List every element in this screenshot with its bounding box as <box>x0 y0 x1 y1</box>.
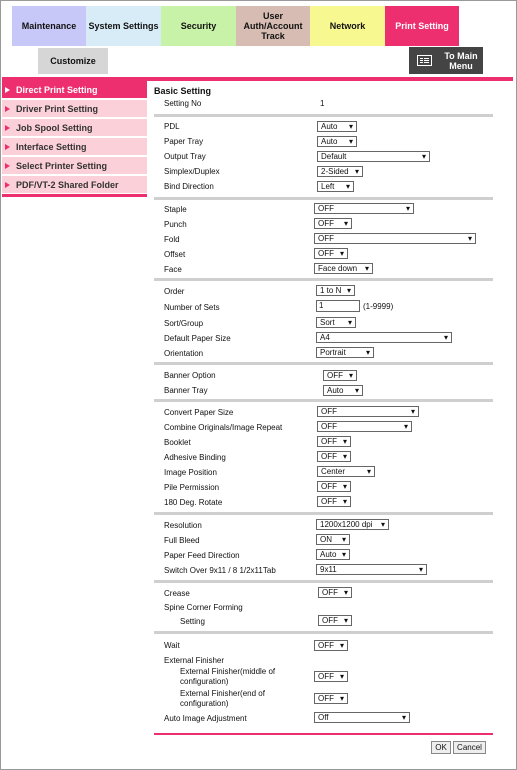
output-tray-select[interactable]: Default ▾ <box>317 151 430 162</box>
pdl-label: PDL <box>164 122 180 131</box>
default-paper-size-select[interactable]: A4 ▾ <box>316 332 452 343</box>
sidebar-item-label: Direct Print Setting <box>16 84 98 95</box>
bind-direction-select[interactable]: Left ▾ <box>317 181 354 192</box>
number-of-sets-input[interactable]: 1 <box>316 300 360 312</box>
to-main-menu-label: To Main Menu <box>444 51 478 71</box>
ext-end-label: External Finisher(end of configuration) <box>180 689 265 708</box>
tab-maintenance[interactable]: Maintenance <box>12 6 86 46</box>
arrow-right-icon <box>5 163 10 169</box>
adhesive-binding-label: Adhesive Binding <box>164 453 226 462</box>
sort-group-label: Sort/Group <box>164 319 204 328</box>
section-divider <box>154 278 493 281</box>
number-of-sets-label: Number of Sets <box>164 303 220 312</box>
section-divider <box>154 631 493 634</box>
rotate-180-label: 180 Deg. Rotate <box>164 498 223 507</box>
arrow-right-icon <box>5 125 10 131</box>
sidebar-item-label: Driver Print Setting <box>16 103 99 114</box>
switch-over-select[interactable]: 9x11 ▾ <box>316 564 427 575</box>
pdl-select[interactable]: Auto ▾ <box>317 121 357 132</box>
crease-select[interactable]: OFF ▾ <box>318 587 352 598</box>
arrow-right-icon <box>5 87 10 93</box>
pile-permission-select[interactable]: OFF ▾ <box>317 481 351 492</box>
orientation-select[interactable]: Portrait ▾ <box>316 347 374 358</box>
sidebar <box>2 81 147 195</box>
paper-tray-label: Paper Tray <box>164 137 204 146</box>
punch-select[interactable]: OFF ▾ <box>314 218 352 229</box>
combine-originals-select[interactable]: OFF ▾ <box>317 421 412 432</box>
booklet-select[interactable]: OFF ▾ <box>317 436 351 447</box>
external-finisher-label: External Finisher <box>164 656 225 665</box>
setting-no-value: 1 <box>320 99 325 108</box>
tab-system-settings[interactable]: System Settings <box>86 6 161 46</box>
face-select[interactable]: Face down ▾ <box>314 263 373 274</box>
sidebar-item-driver-print-setting[interactable] <box>2 100 147 117</box>
face-label: Face <box>164 265 182 274</box>
resolution-select[interactable]: 1200x1200 dpi ▾ <box>316 519 389 530</box>
offset-select[interactable]: OFF ▾ <box>314 248 348 259</box>
section-divider <box>154 197 493 200</box>
punch-label: Punch <box>164 220 187 229</box>
offset-label: Offset <box>164 250 186 259</box>
paper-feed-direction-select[interactable]: Auto ▾ <box>316 549 350 560</box>
footer-divider <box>154 733 493 735</box>
ext-end-select[interactable]: OFF ▾ <box>314 693 348 704</box>
wait-select[interactable]: OFF ▾ <box>314 640 348 651</box>
banner-option-label: Banner Option <box>164 371 216 380</box>
menu-icon <box>417 55 432 66</box>
simplex-duplex-label: Simplex/Duplex <box>164 167 220 176</box>
output-tray-label: Output Tray <box>164 152 206 161</box>
full-bleed-label: Full Bleed <box>164 536 200 545</box>
convert-paper-size-select[interactable]: OFF ▾ <box>317 406 419 417</box>
image-position-select[interactable]: Center ▾ <box>317 466 375 477</box>
fold-select[interactable]: OFF ▾ <box>314 233 476 244</box>
crease-label: Crease <box>164 589 190 598</box>
orientation-label: Orientation <box>164 349 204 358</box>
sidebar-item-direct-print-setting[interactable] <box>2 81 147 98</box>
section-divider <box>154 362 493 365</box>
pile-permission-label: Pile Permission <box>164 483 220 492</box>
sidebar-item-pdf-vt2-shared-folder[interactable] <box>2 176 147 193</box>
convert-paper-size-label: Convert Paper Size <box>164 408 234 417</box>
spine-corner-forming-label: Spine Corner Forming <box>164 603 243 612</box>
banner-option-select[interactable]: OFF ▾ <box>323 370 357 381</box>
auto-image-adjustment-label: Auto Image Adjustment <box>164 714 247 723</box>
sort-group-select[interactable]: Sort ▾ <box>316 317 356 328</box>
tab-customize[interactable]: Customize <box>38 48 108 74</box>
resolution-label: Resolution <box>164 521 202 530</box>
banner-tray-label: Banner Tray <box>164 386 208 395</box>
tab-network[interactable]: Network <box>310 6 385 46</box>
ext-middle-select[interactable]: OFF ▾ <box>314 671 348 682</box>
setting-no-label: Setting No <box>164 99 202 108</box>
section-divider <box>154 580 493 583</box>
bind-direction-label: Bind Direction <box>164 182 214 191</box>
arrow-right-icon <box>5 144 10 150</box>
to-main-menu-button[interactable] <box>409 47 483 74</box>
staple-select[interactable]: OFF ▾ <box>314 203 414 214</box>
booklet-label: Booklet <box>164 438 191 447</box>
rotate-180-select[interactable]: OFF ▾ <box>317 496 351 507</box>
sidebar-item-label: PDF/VT-2 Shared Folder <box>16 179 119 190</box>
tab-security[interactable]: Security <box>161 6 236 46</box>
section-divider <box>154 399 493 402</box>
sidebar-item-select-printer-setting[interactable] <box>2 157 147 174</box>
staple-label: Staple <box>164 205 187 214</box>
simplex-duplex-select[interactable]: 2-Sided ▾ <box>317 166 363 177</box>
order-select[interactable]: 1 to N ▾ <box>316 285 355 296</box>
number-of-sets-hint: (1-9999) <box>363 302 394 311</box>
page-title: Basic Setting <box>154 86 212 96</box>
default-paper-size-label: Default Paper Size <box>164 334 231 343</box>
switch-over-label: Switch Over 9x11 / 8 1/2x11Tab <box>164 566 276 575</box>
arrow-right-icon <box>5 182 10 188</box>
sidebar-item-job-spool-setting[interactable] <box>2 119 147 136</box>
paper-feed-direction-label: Paper Feed Direction <box>164 551 240 560</box>
sidebar-item-label: Select Printer Setting <box>16 160 108 171</box>
adhesive-binding-select[interactable]: OFF ▾ <box>317 451 351 462</box>
tab-print-setting[interactable]: Print Setting <box>385 6 459 46</box>
image-position-label: Image Position <box>164 468 217 477</box>
spine-setting-label: Setting <box>180 617 205 626</box>
auto-image-adjustment-select[interactable]: Off ▾ <box>314 712 410 723</box>
order-label: Order <box>164 287 185 296</box>
sidebar-divider <box>2 194 147 197</box>
ok-button[interactable]: OK <box>431 741 451 754</box>
tab-user-auth-account-track[interactable]: User Auth/Account Track <box>236 6 310 46</box>
section-divider <box>154 512 493 515</box>
sidebar-item-label: Interface Setting <box>16 141 87 152</box>
arrow-right-icon <box>5 106 10 112</box>
full-bleed-select[interactable]: ON ▾ <box>316 534 350 545</box>
sidebar-item-interface-setting[interactable] <box>2 138 147 155</box>
sidebar-item-label: Job Spool Setting <box>16 122 93 133</box>
spine-setting-select[interactable]: OFF ▾ <box>318 615 352 626</box>
cancel-button[interactable]: Cancel <box>453 741 486 754</box>
top-tab-bar <box>12 6 459 46</box>
section-divider <box>154 114 493 117</box>
fold-label: Fold <box>164 235 180 244</box>
paper-tray-select[interactable]: Auto ▾ <box>317 136 357 147</box>
wait-label: Wait <box>164 641 180 650</box>
banner-tray-select[interactable]: Auto ▾ <box>323 385 363 396</box>
combine-originals-label: Combine Originals/Image Repeat <box>164 423 283 432</box>
ext-middle-label: External Finisher(middle of configuration) <box>180 667 276 686</box>
